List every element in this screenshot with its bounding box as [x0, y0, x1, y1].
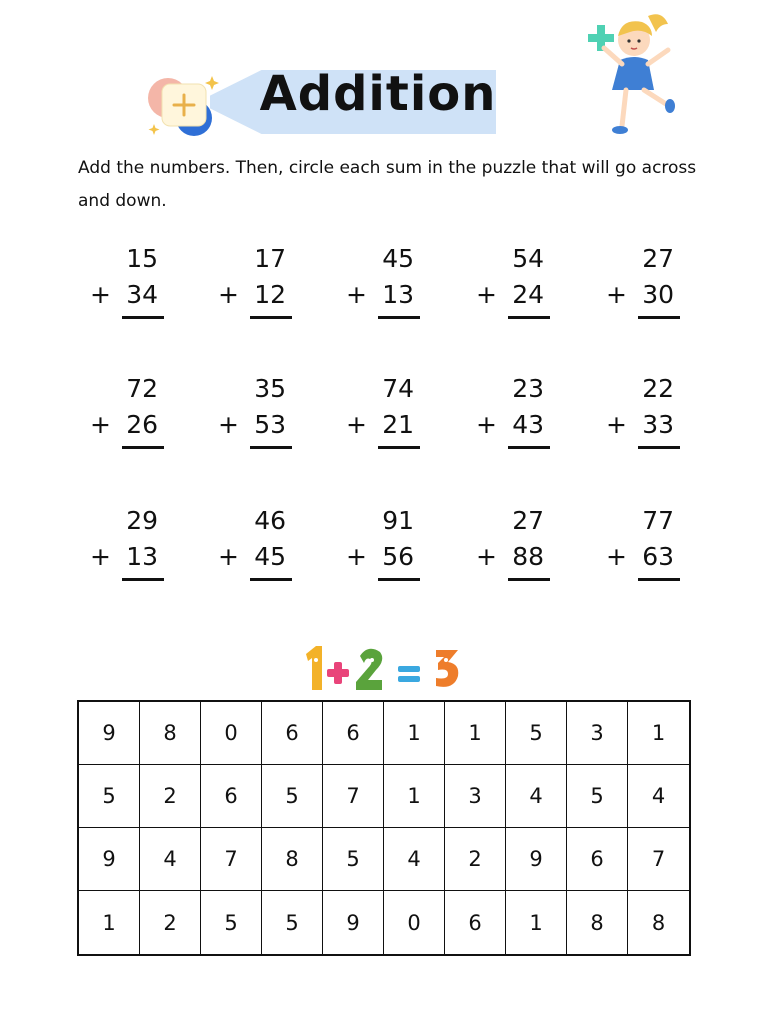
puzzle-cell[interactable]: 7 [628, 828, 689, 891]
addend-top: 15 [126, 244, 158, 273]
addend-top: 23 [512, 374, 544, 403]
addend-top: 35 [254, 374, 286, 403]
addend-bottom: 13 [382, 280, 414, 309]
answer-line [508, 446, 550, 449]
puzzle-cell[interactable]: 6 [323, 702, 384, 765]
addend-bottom: 88 [512, 542, 544, 571]
plus-sign: + [218, 280, 239, 309]
answer-line [638, 316, 680, 319]
addend-bottom: 45 [254, 542, 286, 571]
plus-sign: + [218, 410, 239, 439]
answer-line [250, 578, 292, 581]
puzzle-cell[interactable]: 5 [201, 891, 262, 954]
answer-line [378, 578, 420, 581]
addition-problem [476, 506, 566, 586]
puzzle-cell[interactable]: 2 [445, 828, 506, 891]
puzzle-cell[interactable]: 4 [506, 765, 567, 828]
page-title: Addition [259, 66, 497, 122]
addition-problem [90, 506, 180, 586]
plus-sign: + [346, 410, 367, 439]
addend-bottom: 34 [126, 280, 158, 309]
addend-bottom: 12 [254, 280, 286, 309]
addition-problem [346, 244, 436, 324]
addition-problem [218, 506, 308, 586]
addend-bottom: 56 [382, 542, 414, 571]
puzzle-cell[interactable]: 5 [323, 828, 384, 891]
girl-with-plus-icon [578, 8, 688, 142]
addend-bottom: 63 [642, 542, 674, 571]
answer-line [122, 446, 164, 449]
answer-line [378, 446, 420, 449]
instructions-text: Add the numbers. Then, circle each sum in the puzzle that will go across and down. [78, 158, 697, 211]
1-plus-2-equals-3-mascots-icon [298, 640, 470, 696]
puzzle-cell[interactable]: 5 [262, 765, 323, 828]
addend-top: 74 [382, 374, 414, 403]
puzzle-cell[interactable]: 5 [506, 702, 567, 765]
plus-sign: + [476, 280, 497, 309]
addend-top: 29 [126, 506, 158, 535]
puzzle-cell[interactable]: 7 [201, 828, 262, 891]
puzzle-cell[interactable]: 1 [79, 891, 140, 954]
puzzle-cell[interactable]: 8 [567, 891, 628, 954]
addition-problem [218, 244, 308, 324]
addend-top: 46 [254, 506, 286, 535]
addition-problem [346, 506, 436, 586]
addition-problem [346, 374, 436, 454]
answer-line [250, 316, 292, 319]
puzzle-cell[interactable]: 5 [567, 765, 628, 828]
puzzle-cell[interactable]: 9 [323, 891, 384, 954]
answer-line [378, 316, 420, 319]
plus-sign: + [606, 542, 627, 571]
puzzle-cell[interactable]: 7 [323, 765, 384, 828]
addend-bottom: 53 [254, 410, 286, 439]
answer-line [508, 578, 550, 581]
puzzle-cell[interactable]: 5 [79, 765, 140, 828]
addend-top: 54 [512, 244, 544, 273]
addend-top: 17 [254, 244, 286, 273]
addend-bottom: 13 [126, 542, 158, 571]
puzzle-cell[interactable]: 0 [384, 891, 445, 954]
addend-bottom: 24 [512, 280, 544, 309]
plus-sign: + [346, 280, 367, 309]
addition-problem [476, 374, 566, 454]
answer-line [638, 578, 680, 581]
puzzle-cell[interactable]: 3 [445, 765, 506, 828]
addition-problem [476, 244, 566, 324]
puzzle-cell[interactable]: 9 [79, 702, 140, 765]
plus-sign: + [218, 542, 239, 571]
addend-bottom: 33 [642, 410, 674, 439]
addend-top: 27 [512, 506, 544, 535]
puzzle-cell[interactable]: 0 [201, 702, 262, 765]
puzzle-cell[interactable]: 2 [140, 765, 201, 828]
puzzle-cell[interactable]: 5 [262, 891, 323, 954]
plus-sign: + [606, 280, 627, 309]
plus-sign: + [476, 542, 497, 571]
puzzle-cell[interactable]: 1 [445, 702, 506, 765]
plus-sign: + [90, 280, 111, 309]
puzzle-cell[interactable]: 1 [384, 702, 445, 765]
plus-sign: + [346, 542, 367, 571]
addition-problem [90, 244, 180, 324]
addend-bottom: 30 [642, 280, 674, 309]
addend-top: 77 [642, 506, 674, 535]
plus-sign: + [90, 542, 111, 571]
plus-sign: + [90, 410, 111, 439]
puzzle-cell[interactable]: 8 [262, 828, 323, 891]
addend-bottom: 43 [512, 410, 544, 439]
puzzle-cell[interactable]: 6 [262, 702, 323, 765]
answer-line [508, 316, 550, 319]
puzzle-cell[interactable]: 1 [628, 702, 689, 765]
puzzle-cell[interactable]: 6 [201, 765, 262, 828]
addend-top: 91 [382, 506, 414, 535]
puzzle-cell[interactable]: 4 [384, 828, 445, 891]
number-puzzle-grid [77, 700, 691, 956]
addend-top: 45 [382, 244, 414, 273]
puzzle-cell[interactable]: 4 [140, 828, 201, 891]
plus-sign: + [476, 410, 497, 439]
answer-line [122, 578, 164, 581]
addition-problem [90, 374, 180, 454]
plus-sign: + [606, 410, 627, 439]
puzzle-cell[interactable]: 4 [628, 765, 689, 828]
addition-problem [606, 506, 696, 586]
puzzle-cell[interactable]: 6 [567, 828, 628, 891]
addend-top: 22 [642, 374, 674, 403]
puzzle-cell[interactable]: 2 [140, 891, 201, 954]
answer-line [250, 446, 292, 449]
puzzle-cell[interactable]: 1 [384, 765, 445, 828]
addend-top: 27 [642, 244, 674, 273]
puzzle-cell[interactable]: 6 [445, 891, 506, 954]
puzzle-cell[interactable]: 1 [506, 891, 567, 954]
addend-bottom: 26 [126, 410, 158, 439]
addend-bottom: 21 [382, 410, 414, 439]
addition-problem [606, 244, 696, 324]
puzzle-cell[interactable]: 8 [651, 910, 666, 935]
addition-problem [218, 374, 308, 454]
puzzle-cell[interactable]: 8 [140, 702, 201, 765]
addend-top: 72 [126, 374, 158, 403]
puzzle-cell[interactable]: 9 [79, 828, 140, 891]
addition-problem [606, 374, 696, 454]
puzzle-cell[interactable]: 9 [506, 828, 567, 891]
answer-line [122, 316, 164, 319]
answer-line [638, 446, 680, 449]
puzzle-cell[interactable]: 3 [567, 702, 628, 765]
